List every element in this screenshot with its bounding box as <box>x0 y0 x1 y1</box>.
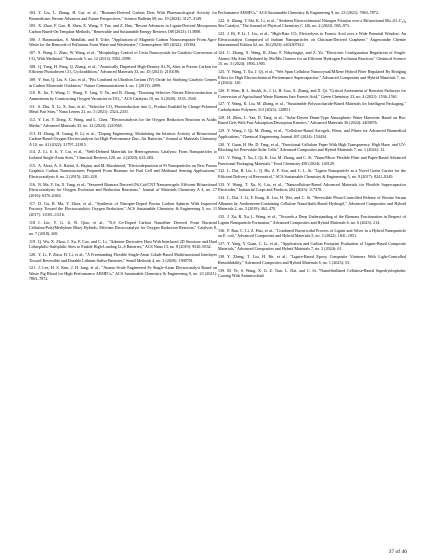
reference-text: Y. Guan, H. He, D. Tang, et al., "Functional Cellulose Paper With High Transparency, High Haze, and UV-Blocking for Perovskite Solar Cells," Advanced Composites and Hybrid Materials 7, no. 1 (2024): 12. <box>218 141 406 153</box>
reference-entry <box>218 155 406 166</box>
reference-text: M. Ye, S. Wang, X. Ji, Z. Tian, L. Dai, and C. Si, "Nanofibrillated Cellulose-Based Superhydrophobic Coating With Antimicrobial <box>218 267 406 279</box>
reference-text: Y. Wang, K. Liu, M. Zhang, et al., "Sustainable Polysaccharide-Based Materials for Intelligent Packaging," Carbohydrate Polymers 313 (2023): 120851. <box>218 101 406 112</box>
reference-entry <box>218 168 406 179</box>
reference-entry <box>218 142 406 153</box>
reference-text: Y. Zheng, T. Liu, H. He, et al., "Lignin-Based Epoxy Composite Vitrimers With Light-Controlled Remoldability," Advanced Composites and Hybrid Materials 6, no. 1 (2023): 53. <box>218 254 406 265</box>
reference-entry <box>29 64 217 75</box>
reference-number: 108. <box>29 63 37 69</box>
reference-number: 139. <box>218 267 226 273</box>
reference-text: D. Gu, R. Ma, Y. Zhou, et al., "Synthesis of Nitrogen-Doped Porous Carbon Spheres With Improved Porosity Toward the Electrocatalytic Oxygen Reduction," ACS Sustainable Chemistry & Engineering 5, no. 11 (2017): 11105–11116. <box>29 200 217 217</box>
reference-number: 129. <box>218 128 226 134</box>
reference-entry <box>29 104 217 115</box>
reference-number: 128. <box>218 114 226 120</box>
reference-text: J. Baranauskas, S. Abdullah, and E. Uche, "Application of Magnetic Carbon Nanocomposite From Agro-Waste for the Removal of Pollutants From Water and Wastewater," Chemosphere 305 (2022): 135384. <box>29 36 217 48</box>
reference-entry <box>29 10 217 21</box>
reference-entry <box>218 10 406 16</box>
reference-number: 113. <box>29 130 37 136</box>
reference-number: 114. <box>29 149 37 155</box>
reference-entry <box>218 101 406 112</box>
reference-number: 109. <box>29 76 37 82</box>
reference-entry <box>218 241 406 252</box>
reference-number: 134. <box>218 195 226 201</box>
reference-text: Y. Yang, Y. Guan, C. Li, et al., "Application and Carbon Footprint Evaluation of Lignin-Based Composite Materials," Advanced Composites and Hybrid Materials 7, no. 2 (2024): 61. <box>218 240 406 252</box>
reference-entry <box>29 23 217 34</box>
reference-number: 105. <box>29 23 37 29</box>
reference-text: Y. Li, F. Zhou, H. Li, et al., "A Freestanding Flexible Single-Atom Cobalt-Based Multifunctional Interlayer Toward Reversible and Durable Lithium-Sulfur Batteries," Small Methods 4, no. 3 (2020): 1900701. <box>29 251 217 263</box>
references-left-column <box>29 10 217 284</box>
reference-entry <box>29 201 217 218</box>
reference-text: Y. Wang, J. Qi, M. Zhang, et al., "Cellulose-Based Aerogels, Films, and Fibers for Advanced Biomedical Applications," Chemical Engineering Journal 497 (2024): 154434. <box>218 128 406 139</box>
reference-entry <box>218 254 406 265</box>
reference-number: 115. <box>29 162 37 168</box>
reference-text: C. Zhang, X. Wang, R. Zhao, F. Ndayiragije, and Z. Yu, "Electronic Configuration Regulation of Single-Atomic Mn Sites Mediated by Mo/Mn Clusters for an Efficient Hydrogen Evolution Reaction," Chemical Science 15, no. 5 (2024): 1894–1905. <box>218 50 406 67</box>
reference-entry <box>29 252 217 263</box>
reference-entry <box>218 128 406 139</box>
reference-entry <box>218 115 406 126</box>
reference-number: 119. <box>29 238 37 244</box>
reference-number: 138. <box>218 254 226 260</box>
reference-entry <box>29 77 217 88</box>
reference-text: R. Jia, Y. Wang, C. Wang, Y. Ling, Y. Yu, and B. Zhang, "Boosting Selective Nitrate Electroreduction to Ammonium by Constructing Oxygen Vacancies in TiO₂," ACS Catalysis 10, no. 6 (2020): 3533–3540. <box>29 90 217 101</box>
reference-number: 104. <box>29 10 37 15</box>
reference-entry <box>218 69 406 86</box>
reference-entry <box>218 31 406 48</box>
reference-entry <box>29 37 217 48</box>
reference-entry <box>29 149 217 160</box>
reference-entry <box>29 220 217 237</box>
reference-text: F. Shen, R. L. Smith, Jr., J. Li, H. Guo, X. Zhang, and X. Qi, "Critical Assessment of Reaction Pathways for Conversion of Agricultural Waste Biomass Into Formic Acid," Green Chemistry 23, no. 4 (2021): 1536–1561. <box>218 88 406 99</box>
reference-text: Y. Wang, T. Xu, J. Qi, et al., "Wet Spun Cellulose Nanocrystal/MXene Hybrid Fiber Regulated By Bridging Effect for High Electrochemical Performance Supercapacitor," Advanced Composites and Hybrid Materials 7, no. 4 (2024): 120. <box>218 69 406 86</box>
reference-text: Y. Liu, L. Zhang, H. Cai, et al., "Biomass-Derived Carbon Dots With Pharmacological Activity for Biomedicine: Recent Advances and Future Perspectives," Science Bulletin 69, no. 19 (2024): 3127–3149. <box>29 10 217 21</box>
reference-entry <box>29 265 217 282</box>
reference-entry <box>29 163 217 180</box>
page-number: 37 of 46 <box>388 549 407 555</box>
reference-entry <box>218 268 406 279</box>
reference-text: Z. Li, S. Ji, Y. Liu, et al., "Well-Defined Materials for Heterogeneous Catalysis: From Nanoparticles to Isolated Single-Atom Sites," Chemical Reviews 120, no. 2 (2020): 623–682. <box>29 149 217 160</box>
reference-entry <box>29 239 217 250</box>
reference-text: Y. Lin, Y. Dong, X. Wang, and L. Chen, "Electrocatalysts for the Oxygen Reduction Reaction in Acidic Media," Advanced Materials 35, no. 22 (2023): 2210565. <box>29 117 217 128</box>
reference-number: 106. <box>29 36 37 42</box>
reference-text: J. Xu, R. Xu, L. Wang, et al., "Towards a Deep Understanding of the Biomass Fractionation in Respect of Lignin Nanoparticle Formation," Advanced Composites and Hybrid Materials 6, no. 6 (2023): 214. <box>218 214 406 225</box>
reference-number: 125. <box>218 69 226 75</box>
reference-text: L. Dai, R. Liu, L. Q. Hu, Z. F. Zou, and C. L. Si, "Lignin Nanoparticle as a Novel Green Carrier for the Efficient Delivery of Resveratrol," ACS Sustainable Chemistry & Engineering 5, no. 9 (2017): 8241–8249. <box>218 168 406 179</box>
reference-number: 126. <box>218 88 226 94</box>
reference-number: 136. <box>218 227 226 233</box>
reference-number: 123. <box>218 31 226 37</box>
reference-text: Q. Yang, H. Peng, Q. Zhang, et al., "Atomically Dispersed High-Density Al–N₄ Sites in Porous Carbon for Efficient Photodriven CO₂ Cycloaddition," Advanced Materials 33, no. 45 (2021): 2103186. <box>29 63 217 75</box>
reference-entry <box>29 90 217 101</box>
reference-text: J. Lin, Y. G. Ji, B. Qiao, et al., "N,S Co-Doped Carbon Nanofiber Derived From Bacterial Cellulose/Poly(Methylene Blue) Hybrids: Efficient Electrocatalyst for Oxygen Reduction Reaction," Catalysts 8, no. 7 (2018): 269. <box>29 219 217 236</box>
reference-number: 133. <box>218 181 226 187</box>
reference-text: F. Ran, C. Li, Z. Hao, et al., "Combined Bactericidal Process of Lignin and Silver in a Hybrid Nanoparticle on E. coli," Advanced Composites and Hybrid Materials 5, no. 3 (2022): 1841–1851. <box>218 227 406 239</box>
reference-number: 116. <box>29 181 37 187</box>
reference-entry <box>29 182 217 199</box>
reference-number: 127. <box>218 101 226 107</box>
reference-number: 121. <box>29 265 37 271</box>
reference-text: S. Zhu, X. Li, X. Jiao, et al., "Selective CO₂ Photoreduction into C₂ Product Enabled by Charge-Polarized Metal Pair Sites," Nano Letters 21, no. 5 (2021): 2324–2331. <box>29 103 217 115</box>
reference-entry <box>218 214 406 225</box>
reference-number: 131. <box>218 155 226 160</box>
reference-number: 124. <box>218 50 226 56</box>
reference-text: X. Zhao, F. Gao, B. Shen, X. Wang, T. Yue, and Z. Han, "Recent Advances in Lignin-Derived Mesoporous Carbon Based-On Template Methods," Renewable and Sustainable Energy Reviews 188 (2023): 113808. <box>29 23 217 34</box>
reference-number: 117. <box>29 200 37 206</box>
reference-number: 111. <box>29 103 36 109</box>
reference-text: J. Lee, H. S. Kim, J. H. Jang, et al., "Atomic-Scale Engineered Fe Single-Atom Electrocatalyst Based on Waste Pig Blood for High-Performance AEMFCs," ACS Sustainable Chemistry & Engineering 9, no. 23 (2021): 7863–7872. <box>29 265 217 282</box>
reference-number: 110. <box>29 90 37 96</box>
reference-number: 135. <box>218 214 226 220</box>
reference-number: 107. <box>29 50 37 56</box>
reference-text: Y. Wang, T. Xu, K. Liu, et al., "Nanocellulose-Based Advanced Materials for Flexible Supercapacitor Electrodes," Industrial Crops and Products 204 (2023): 117378. <box>218 181 406 193</box>
reference-number: 130. <box>218 141 226 147</box>
reference-entry <box>29 117 217 128</box>
reference-text: S. Zhang, T. Shi, K. Li, et al., "Ambient Electrochemical Nitrogen Fixation over a Bifunctional Mo–(O–C₂)₄ Site Catalyst," The Journal of Physical Chemistry C 126, no. 2 (2022): 965–973. <box>218 17 406 29</box>
reference-entry <box>218 18 406 29</box>
reference-number: 118. <box>29 219 37 225</box>
reference-text: A. Afraz, A. A. Rafati, A. Hajian, and M. Khoshnood, "Electrodeposition of Pt Nanoparticles on New Porous Graphitic Carbon Nanostructures Prepared From Biomass for Fuel Cell and Methanol Sensing Applications," Electrocatalysis 6, no. 2 (2015): 220–228. <box>29 162 217 179</box>
references-right-column <box>218 10 406 281</box>
reference-entry <box>218 195 406 212</box>
reference-text: J. Bi, P. Li, J. Liu, et al., "High-Rate CO₂ Electrolysis to Formic Acid over a Wide Potential Window: An Electrocatalyst Comprised of Indium Nanoparticles on Chitosan-Derived Graphene," Angewandte Chemie International Edition 62, no. 36 (2023): e202307612. <box>218 31 406 48</box>
reference-number: 120. <box>29 251 37 257</box>
reference-text: Y. Wang, T. Xu, J. Qi, K. Liu, M. Zhang, and C. Si, "Nano/Micro Flexible Fiber and Paper-Based Advanced Functional Packaging Materials," Food Chemistry 458 (2024): 140129. <box>218 155 406 166</box>
reference-entry <box>218 182 406 193</box>
reference-entry <box>218 228 406 239</box>
reference-number: 122. <box>218 17 226 23</box>
reference-entry <box>218 50 406 67</box>
reference-text: S. Wang, L. Zhao, W. Wang, et al., "Morphology Control of Ceria Nanocrystals for Catalytic Conversion of CO₂ With Methanol," Nanoscale 5, no. 12 (2013): 5582–5588. <box>29 50 217 61</box>
reference-text: N. Ma, Y. Jia, X. Yang, et al., "Seaweed Biomass Derived (Ni,Co)/CNT Nanoaerogels: Efficient Bifunctional Electrocatalysts for Oxygen Evolution and Reduction Reactions," Journal of Materials Chemistry A 4, no. 17 (2016): 6376–6384. <box>29 181 217 198</box>
reference-number: 137. <box>218 240 226 246</box>
reference-entry <box>29 50 217 61</box>
reference-text: Y. Sun, Q. Liu, S. Gao, et al., "Pits Confined in Ultrathin Cerium (IV) Oxide for Studying Catalytic Centers in Carbon Monoxide Oxidation," Nature Communications 4, no. 1 (2013): 2899. <box>29 76 217 88</box>
reference-text: H. Zhou, L. Yan, D. Tang, et al., "Solar-Driven Drum-Type Atmospheric Water Harvester Based on Bio-Based Gels With Fast Adsorption/Desorption Kinetics," Advanced Materials 36 (2024): 2403876. <box>218 114 406 126</box>
reference-text: Q. Wu, X. Zhou, J. Xu, F. Cao, and C. Li, "Adenine Derivative Host With Interlaced 2D Structure and Dual Lithiophilic-Sulfiphilic Sites to Enable High-Loading Li–S Batteries," ACS Nano 13, no. 8 (2019): 9520–9532. <box>29 238 217 250</box>
reference-entry <box>29 131 217 148</box>
reference-text: H. Zhang, H. Guang, R. Li, et al., "Doping Engineering: Modulating the Intrinsic Activity of Bifunctional Carbon-Based Oxygen Electrocatalysts for High-Performance Zinc–Air Batteries," Journal of Materials Chemistry A 10, no. 41 (2022): 21797–21815. <box>29 130 217 147</box>
reference-text: Performance AEMFCs," ACS Sustainable Chemistry & Engineering 9, no. 23 (2021): 7863–7872. <box>218 10 379 15</box>
reference-entry <box>218 88 406 99</box>
reference-number: 132. <box>218 168 226 174</box>
reference-number: 112. <box>29 117 37 123</box>
reference-text: L. Dai, J. Li, F. Kong, K. Liu, H. Wei, and C. Si, "Reversible Photo-Controlled Release of Bovine Serum Albumin by Azobenzene-Containing Cellulose Nanofibrils-Based Hydrogel," Advanced Composites and Hybrid Materials 2, no. 3 (2019): 462–470. <box>218 195 406 212</box>
